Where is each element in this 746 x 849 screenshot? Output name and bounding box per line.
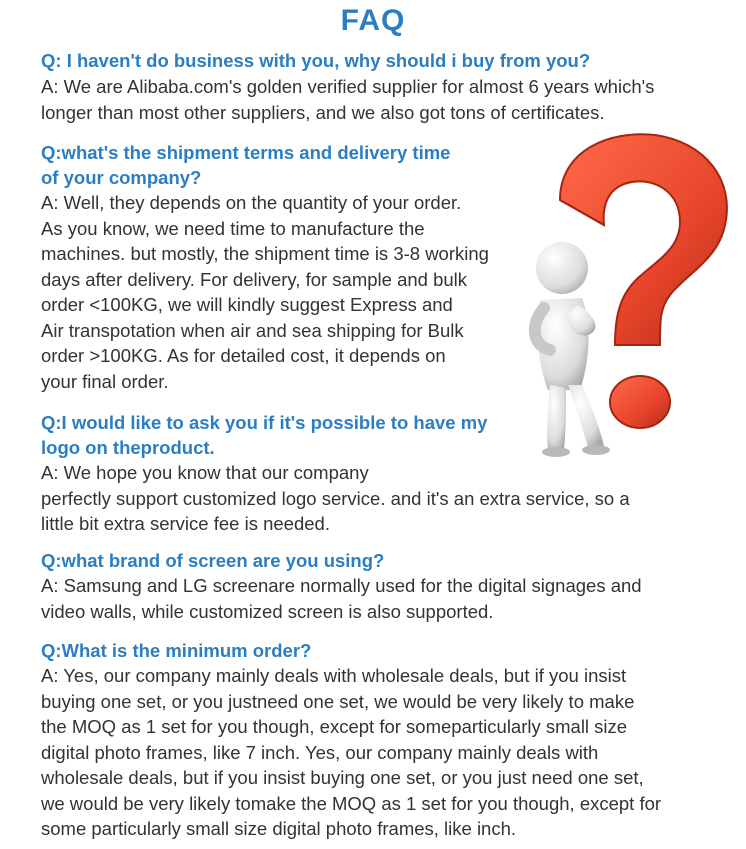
faq-question-2	[41, 140, 450, 190]
faq-answer-2	[41, 190, 489, 394]
answer-line: video walls, while customized screen is also supported.	[41, 600, 494, 622]
answer-line: A: Well, they depends on the quantity of your order.	[41, 192, 462, 213]
answer-line: longer than most other suppliers, and we also got tons of certificates.	[41, 101, 605, 123]
answer-line: order >100KG. As for detailed cost, it depends on	[41, 345, 446, 366]
answer-line: buying one set, or you justneed one set, we would be very likely to make	[41, 690, 635, 712]
answer-line: A: Yes, our company mainly deals with wholesale deals, but if you insist	[41, 665, 627, 686]
faq-answer-5	[41, 663, 661, 842]
answer-line: wholesale deals, but if you insist buying one set, or you just need one set,	[41, 767, 644, 788]
answer-line: A: Samsung and LG screenare normally used for the digital signages and	[41, 575, 642, 596]
faq-answer-3	[41, 460, 630, 537]
answer-line: Air transpotation when air and sea shipping for Bulk	[41, 319, 464, 341]
faq-question-4	[41, 548, 384, 573]
answer-line: perfectly support customized logo service. and it's an extra service, so a	[41, 487, 630, 509]
faq-answer-4	[41, 573, 642, 624]
question-mark-icon	[560, 134, 727, 428]
answer-line: days after delivery. For delivery, for sample and bulk	[41, 268, 468, 290]
question-mark-person-illustration	[520, 130, 745, 460]
faq-question-3	[41, 410, 487, 460]
faq-question-5	[41, 638, 311, 663]
answer-line: As you know, we need time to manufacture the	[41, 217, 425, 239]
faq-question-1	[41, 48, 590, 73]
answer-line: machines. but mostly, the shipment time is 3-8 working	[41, 243, 489, 264]
answer-line: A: We are Alibaba.com's golden verified supplier for almost 6 years which's	[41, 76, 655, 97]
person-figure	[535, 242, 610, 457]
answer-line: digital photo frames, like 7 inch. Yes, our company mainly deals with	[41, 741, 599, 763]
question-line: Q:I would like to ask you if it's possible to have my	[41, 412, 488, 433]
answer-line: A: We hope you know that our company	[41, 462, 369, 483]
question-line: of your company?	[41, 167, 202, 188]
page-title: FAQ	[340, 4, 406, 37]
question-line: Q: I haven't do business with you, why should i buy from you?	[41, 50, 591, 71]
answer-line: order <100KG, we will kindly suggest Express and	[41, 294, 453, 315]
answer-line: some particularly small size digital photo frames, like inch.	[41, 818, 517, 839]
question-line: Q:What is the minimum order?	[41, 640, 312, 661]
faq-answer-1	[41, 74, 654, 125]
answer-line: your final order.	[41, 370, 169, 392]
answer-line: we would be very likely tomake the MOQ as 1 set for you though, except for	[41, 792, 662, 814]
question-line: Q:what brand of screen are you using?	[41, 550, 385, 571]
question-line: Q:what's the shipment terms and delivery time	[41, 142, 451, 163]
question-line: logo on theproduct.	[41, 437, 215, 458]
answer-line: little bit extra service fee is needed.	[41, 513, 330, 534]
answer-line: the MOQ as 1 set for you though, except for someparticularly small size	[41, 716, 628, 737]
